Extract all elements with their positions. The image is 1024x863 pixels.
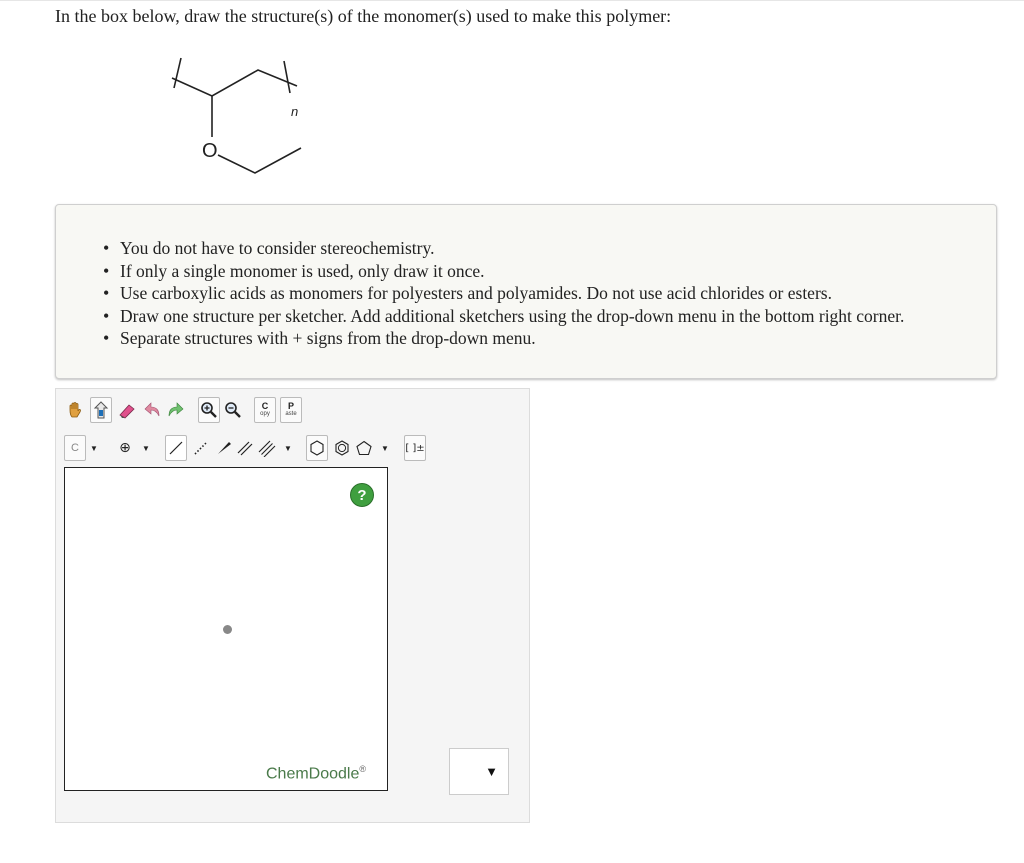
lasso-select-icon[interactable] [90, 397, 112, 423]
instruction-item: • Use carboxylic acids as monomers for polyesters and polyamides. Do not use acid chlorides or esters. [120, 282, 904, 305]
oxygen-atom-label: O [202, 140, 218, 162]
copy-button[interactable] [254, 397, 276, 423]
bracket-button[interactable]: [ ]± [404, 435, 426, 461]
registered-mark: ® [359, 764, 367, 774]
ethyl-chain [218, 148, 301, 173]
benzene-icon[interactable] [331, 435, 353, 461]
dashed-bond-icon[interactable] [190, 435, 212, 461]
charge-dropdown-arrow[interactable]: ▼ [142, 443, 150, 453]
right-bracket [284, 61, 290, 93]
triple-bond-icon[interactable] [256, 435, 278, 461]
instruction-item: • Separate structures with + signs from the drop-down menu. [120, 327, 904, 350]
zoom-out-icon[interactable] [222, 397, 244, 423]
instruction-item: • Draw one structure per sketcher. Add additional sketchers using the drop-down menu in the bottom right corner. [120, 305, 904, 328]
canvas-placeholder-dot [223, 625, 232, 634]
left-bracket [174, 58, 181, 88]
ring-dropdown-arrow[interactable]: ▼ [381, 443, 389, 453]
element-carbon-button[interactable]: C [64, 435, 86, 461]
add-sketcher-dropdown[interactable] [449, 748, 509, 795]
instruction-item: • If only a single monomer is used, only draw it once. [120, 260, 904, 283]
instructions-box [55, 204, 997, 379]
bond-dropdown-arrow[interactable]: ▼ [284, 443, 292, 453]
single-bond-icon[interactable] [165, 435, 187, 461]
copy-button-letter: C [261, 401, 269, 411]
chemdoodle-logo-text: ChemDoodle [266, 765, 360, 783]
backbone [172, 70, 297, 96]
zoom-in-icon[interactable] [198, 397, 220, 423]
undo-icon[interactable] [142, 397, 164, 423]
chemdoodle-logo [266, 764, 366, 783]
redo-icon[interactable] [164, 397, 186, 423]
paste-button-text: aste [285, 411, 297, 417]
paste-button[interactable] [280, 397, 302, 423]
double-bond-icon[interactable] [234, 435, 256, 461]
question-text: In the box below, draw the structure(s) of the monomer(s) used to make this polymer: [55, 6, 672, 26]
chemdoodle-sketcher [55, 388, 530, 823]
polymer-structure [150, 40, 330, 190]
cyclopentane-icon[interactable] [353, 435, 375, 461]
chevron-down-icon: ▼ [485, 764, 498, 779]
instructions-list [120, 237, 904, 350]
top-divider [0, 0, 1024, 1]
repeat-unit-label: n [291, 104, 299, 119]
cyclohexane-icon[interactable] [306, 435, 328, 461]
wedge-bond-icon[interactable] [213, 435, 235, 461]
pan-hand-icon[interactable] [64, 397, 86, 423]
copy-button-text: opy [260, 411, 270, 417]
element-dropdown-arrow[interactable]: ▼ [90, 443, 98, 453]
instruction-item: • You do not have to consider stereochemistry. [120, 237, 904, 260]
eraser-icon[interactable] [116, 397, 138, 423]
paste-button-letter: P [287, 401, 294, 411]
charge-button[interactable]: ⊕ [119, 440, 131, 456]
help-button[interactable]: ? [350, 483, 374, 507]
drawing-canvas[interactable] [64, 467, 388, 791]
